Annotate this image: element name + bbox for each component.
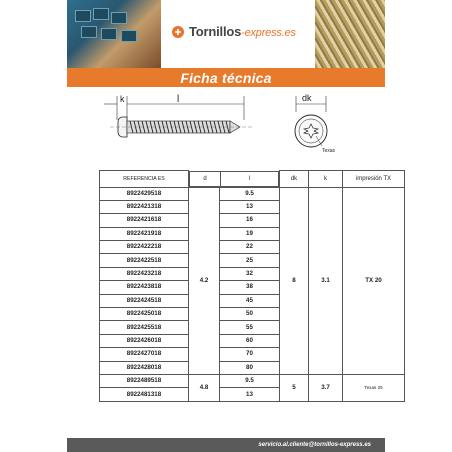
screw-technical-drawing [90,90,370,160]
cell-l: 25 [220,254,280,267]
cell-l: 16 [220,214,280,227]
cell-ref: 8922423818 [100,281,189,294]
cell-l: 22 [220,241,280,254]
screw-logo-icon [171,25,185,39]
cell-dk: 5 [280,374,309,401]
cell-ref: 8922428018 [100,361,189,374]
cell-ref: 8922421618 [100,214,189,227]
cell-ref: 8922422218 [100,241,189,254]
cell-ref: 8922427018 [100,348,189,361]
cell-ref: 8922424518 [100,294,189,307]
cell-ref: 8922489518 [100,374,189,387]
cell-ref: 8922421318 [100,200,189,213]
cell-ref: 8922423218 [100,267,189,280]
dim-l-label: l [177,94,180,105]
cell-d: 4.8 [189,374,220,401]
col-header-drive: impresión TX [343,171,405,188]
cell-ref: 8922425018 [100,308,189,321]
footer-bar [67,438,385,452]
brand-accent: -express.es [241,27,296,39]
cell-drive: Texas 25 [343,374,405,401]
brand-name: Tornillos [189,24,242,39]
cell-l: 55 [220,321,280,334]
cell-l: 70 [220,348,280,361]
col-header-l: l [221,171,279,186]
cell-l: 50 [220,308,280,321]
cell-d: 4.2 [189,187,220,374]
dim-k-label: k [120,94,125,104]
cell-l: 38 [220,281,280,294]
cell-drive: TX 20 [343,187,405,374]
cell-l: 19 [220,227,280,240]
footer-email: servicio.al.cliente@tornillos-express.es [258,442,371,448]
table-row [100,187,405,200]
cell-l: 9.5 [220,187,280,200]
cell-l: 13 [220,388,280,401]
dim-dk-label: dk [302,93,312,103]
cell-ref: 8922422518 [100,254,189,267]
table-row [100,374,405,387]
cell-l: 9.5 [220,374,280,387]
cell-ref: 8922481318 [100,388,189,401]
header-banner [67,0,385,68]
page-title: Ficha técnica [180,69,272,86]
table-header-row [100,171,405,188]
cell-l: 80 [220,361,280,374]
screws-photo [315,0,385,68]
cell-l: 45 [220,294,280,307]
drive-callout-label: Texas [322,148,336,154]
col-header-d: d [190,171,221,186]
table-body [100,187,405,401]
col-header-k: k [309,171,343,188]
cell-l: 13 [220,200,280,213]
cell-ref: 8922429518 [100,187,189,200]
cell-dk: 8 [280,187,309,374]
cell-k: 3.1 [309,187,343,374]
col-header-dk: dk [280,171,309,188]
col-header-ref: REFERENCIA ES [100,171,189,188]
cell-ref: 8922421918 [100,227,189,240]
spec-table [99,170,405,402]
cell-ref: 8922425518 [100,321,189,334]
cell-l: 32 [220,267,280,280]
title-bar [67,68,385,87]
cell-k: 3.7 [309,374,343,401]
cell-l: 60 [220,334,280,347]
cell-ref: 8922426018 [100,334,189,347]
brand-logo [171,24,296,39]
workshop-photo [67,0,161,68]
